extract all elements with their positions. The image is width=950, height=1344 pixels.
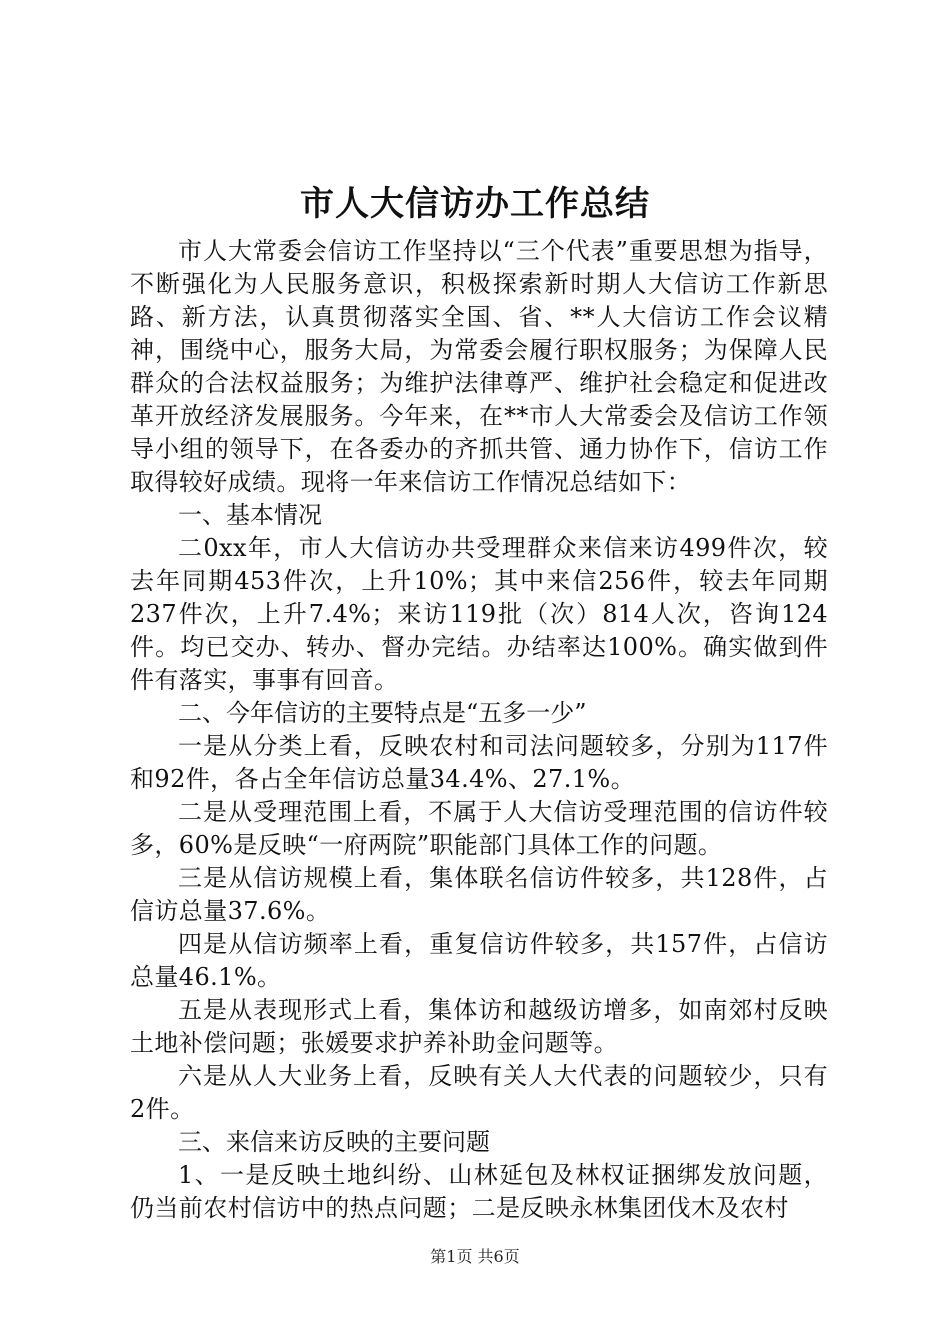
paragraph-statistics: 二0xx年，市人大信访办共受理群众来信来访499件次，较去年同期453件次，上升10%；其中来信256件，较去年同期237件次，上升7.4%；来访119批（次）814人次，咨询124件。均已交办、转办、督办完结。办结率达100%。确实做到件件有落实，事事有回音。 — [130, 534, 828, 694]
document-body — [130, 235, 828, 1225]
paragraph-feature-5: 五是从表现形式上看，集体访和越级访增多，如南郊村反映土地补偿问题；张媛要求护养补助金问题等。 — [130, 996, 828, 1057]
paragraph-issue-1: 1、一是反映土地纠纷、山林延包及林权证捆绑发放问题，仍当前农村信访中的热点问题；二是反映永林集团伐木及农村 — [130, 1161, 828, 1222]
section-heading-main-issues: 三、来信来访反映的主要问题 — [178, 1128, 490, 1156]
paragraph-feature-2: 二是从受理范围上看，不属于人大信访受理范围的信访件较多，60%是反映“一府两院”职能部门具体工作的问题。 — [130, 798, 828, 859]
section-heading-main-features: 二、今年信访的主要特点是“五多一少” — [178, 699, 587, 727]
paragraph-feature-6: 六是从人大业务上看，反映有关人大代表的问题较少，只有2件。 — [130, 1062, 828, 1123]
paragraph-feature-1: 一是从分类上看，反映农村和司法问题较多，分别为117件和92件，各占全年信访总量34.4%、27.1%。 — [130, 732, 828, 793]
page-footer: 第1页 共6页 — [430, 1247, 520, 1266]
intro-paragraph: 市人大常委会信访工作坚持以“三个代表”重要思想为指导，不断强化为人民服务意识，积极探索新时期人大信访工作新思路、新方法，认真贯彻落实全国、省、**人大信访工作会议精神，围绕中心，服务大局，为常委会履行职权服务；为保障人民群众的合法权益服务；为维护法律尊严、维护社会稳定和促进改革开放经济发展服务。今年来，在**市人大常委会及信访工作领导小组的领导下，在各委办的齐抓共管、通力协作下，信访工作取得较好成绩。现将一年来信访工作情况总结如下： — [130, 237, 828, 496]
document-title: 市人大信访办工作总结 — [300, 184, 650, 224]
paragraph-feature-3: 三是从信访规模上看，集体联名信访件较多，共128件，占信访总量37.6%。 — [130, 864, 828, 925]
section-heading-basic-situation: 一、基本情况 — [178, 501, 322, 529]
paragraph-feature-4: 四是从信访频率上看，重复信访件较多，共157件，占信访总量46.1%。 — [130, 930, 828, 991]
